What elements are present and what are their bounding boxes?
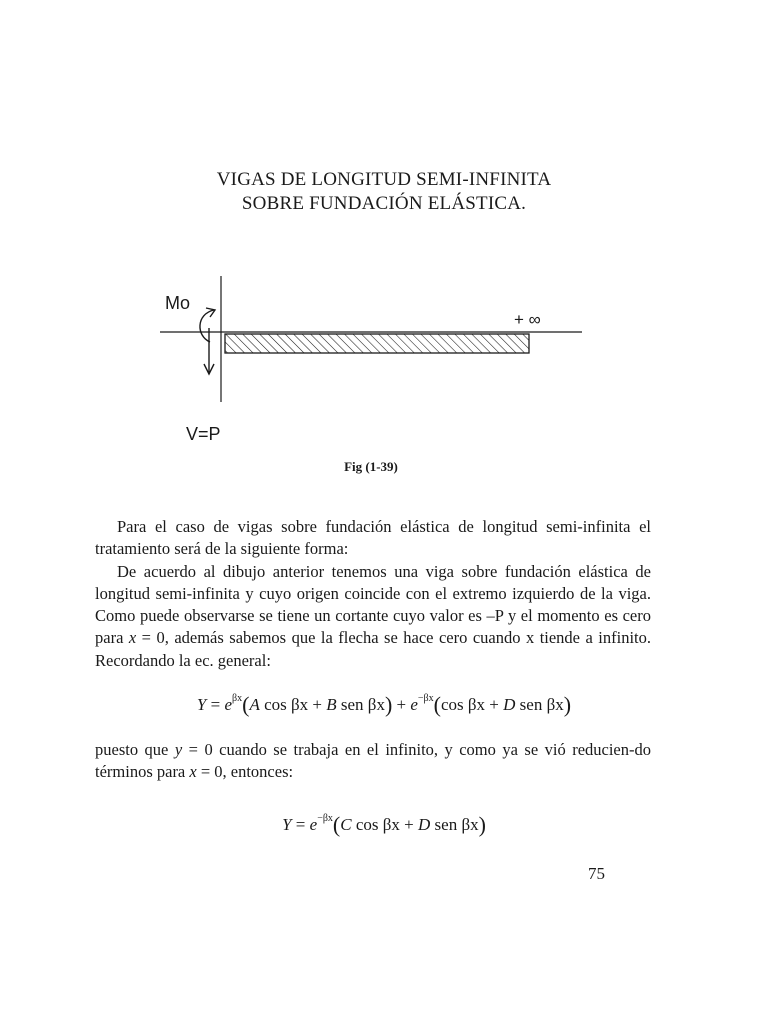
infinity-label: + ∞: [514, 310, 541, 329]
shear-label: V=P: [186, 424, 221, 444]
paragraph-1: Para el caso de vigas sobre fundación elástica de longitud semi-infinita el tratamiento será de la siguiente forma:: [95, 517, 651, 559]
paragraph-3: puesto que y = 0 cuando se trabaja en el infinito, y como ya se vió reducien-do términos para x = 0, entonces:: [95, 740, 651, 782]
title-line-1: VIGAS DE LONGITUD SEMI-INFINITA: [216, 169, 552, 190]
title-line-2: SOBRE FUNDACIÓN ELÁSTICA.: [241, 193, 527, 214]
page-number: 75: [588, 864, 605, 883]
beam-figure: [0, 270, 768, 460]
paragraph-block-1: [95, 516, 651, 672]
paragraph-block-2: [95, 739, 651, 784]
equation-reduced: $Y = e^{-\beta x}(C$ cos βx + D sen βx): [282, 812, 486, 837]
moment-label: Mo: [165, 293, 191, 313]
page-title: [0, 168, 768, 216]
hatched-beam: [225, 334, 529, 353]
paragraph-2: De acuerdo al dibujo anterior tenemos una viga sobre fundación elástica de longitud semi-infinita y cuyo origen coincide con el extremo izquierdo de la viga. Como puede observarse se tiene un cortante cuyo valor es –P y el momento es cero para x = 0, además sabemos que la flecha se hace cero cuando x tiende a infinito. Recordando la ec. general:: [95, 561, 651, 670]
figure-caption: Fig (1-39): [344, 459, 398, 474]
equation-general: $Y = e^{\beta x}(A$ cos βx + B sen $\beta x) + e^{-\beta x}(\cos$ βx + D sen βx): [196, 692, 572, 717]
